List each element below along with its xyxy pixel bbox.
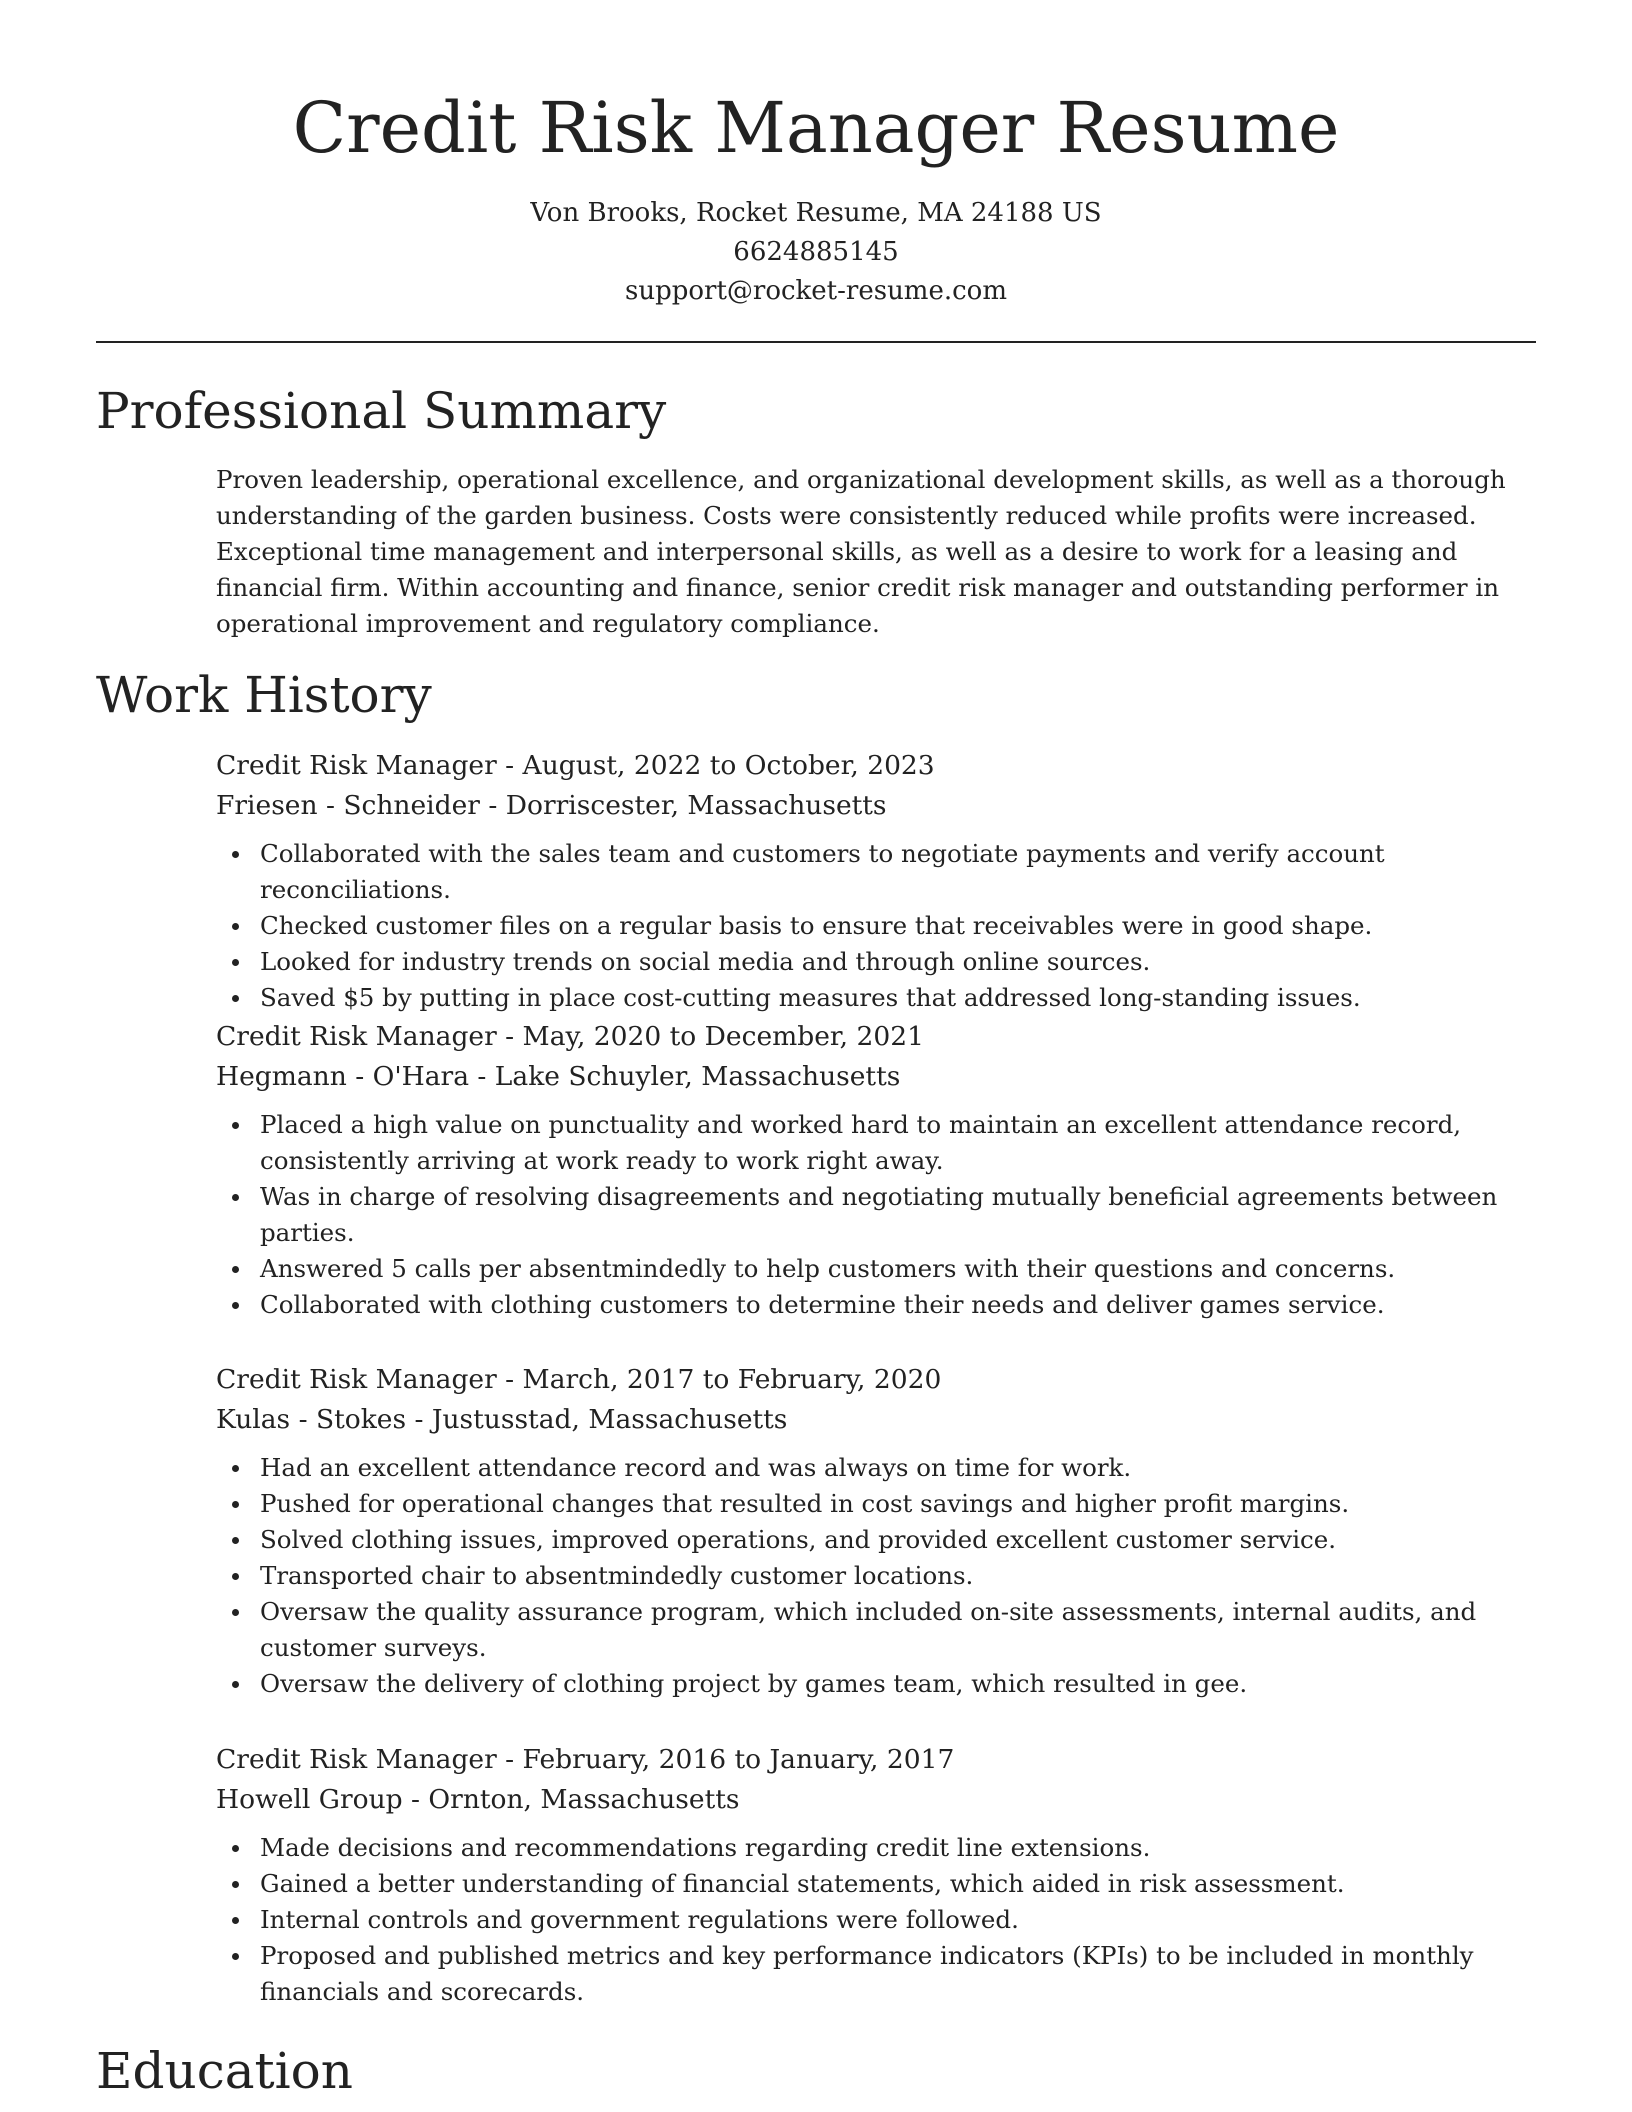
job-title-line: Credit Risk Manager - August, 2022 to October, 2023 [216, 750, 935, 781]
list-item [216, 1902, 1536, 1938]
bullet-icon [232, 1537, 239, 1544]
bullet-icon [232, 1609, 239, 1616]
list-item [216, 908, 1536, 944]
job-company-line: Hegmann - O'Hara - Lake Schuyler, Massachusetts [216, 1061, 901, 1092]
bullet-icon [232, 1917, 239, 1924]
bullet-text: Oversaw the delivery of clothing project by games team, which resulted in gee. [260, 1669, 1248, 1698]
job-title-line: Credit Risk Manager - May, 2020 to December, 2021 [216, 1021, 924, 1052]
contact-address: Von Brooks, Rocket Resume, MA 24188 US [530, 198, 1102, 228]
job-entry [216, 1360, 1536, 1702]
resume-header [96, 86, 1536, 311]
list-item [216, 1866, 1536, 1902]
list-item [216, 1830, 1536, 1866]
list-item [216, 1666, 1536, 1702]
bullet-text: Pushed for operational changes that resulted in cost savings and higher profit margins. [260, 1489, 1350, 1518]
bullet-text: Collaborated with clothing customers to determine their needs and deliver games service. [260, 1290, 1385, 1319]
bullet-text: Placed a high value on punctuality and worked hard to maintain an excellent attendance record, consistently arriving at work ready to work right away. [260, 1110, 1462, 1175]
summary-heading: Professional Summary [96, 382, 667, 440]
job-bullets [216, 1107, 1536, 1323]
job-entry [216, 746, 1536, 1016]
list-item [216, 1251, 1536, 1287]
bullet-icon [232, 959, 239, 966]
job-title-line: Credit Risk Manager - February, 2016 to January, 2017 [216, 1744, 955, 1775]
job-company-line: Howell Group - Ornton, Massachusetts [216, 1784, 740, 1815]
bullet-icon [232, 1573, 239, 1580]
list-item [216, 980, 1536, 1016]
bullet-icon [232, 1266, 239, 1273]
bullet-icon [232, 1122, 239, 1129]
contact-phone: 6624885145 [733, 237, 899, 267]
bullet-text: Made decisions and recommendations regarding credit line extensions. [260, 1833, 1151, 1862]
work-history-heading: Work History [96, 666, 432, 724]
bullet-text: Solved clothing issues, improved operations, and provided excellent customer service. [260, 1525, 1337, 1554]
list-item [216, 1287, 1536, 1323]
bullet-icon [232, 923, 239, 930]
bullet-text: Gained a better understanding of financial statements, which aided in risk assessment. [260, 1869, 1345, 1898]
contact-block [96, 194, 1536, 311]
bullet-icon [232, 1845, 239, 1852]
bullet-icon [232, 1953, 239, 1960]
bullet-text: Was in charge of resolving disagreements and negotiating mutually beneficial agreements between parties. [260, 1182, 1498, 1247]
list-item [216, 1522, 1536, 1558]
bullet-icon [232, 1302, 239, 1309]
bullet-text: Saved $5 by putting in place cost-cutting measures that addressed long-standing issues. [260, 983, 1361, 1012]
job-company-line: Kulas - Stokes - Justusstad, Massachusetts [216, 1404, 788, 1435]
bullet-icon [232, 851, 239, 858]
bullet-icon [232, 1194, 239, 1201]
list-item [216, 1594, 1536, 1666]
bullet-text: Checked customer files on a regular basis to ensure that receivables were in good shape. [260, 911, 1373, 940]
list-item [216, 1107, 1536, 1179]
bullet-icon [232, 995, 239, 1002]
bullet-text: Looked for industry trends on social media and through online sources. [260, 947, 1151, 976]
education-heading: Education [96, 2042, 353, 2100]
list-item [216, 1938, 1536, 2010]
bullet-icon [232, 1465, 239, 1472]
bullet-text: Collaborated with the sales team and customers to negotiate payments and verify account reconciliations. [260, 839, 1385, 904]
list-item [216, 1450, 1536, 1486]
job-title-line: Credit Risk Manager - March, 2017 to February, 2020 [216, 1364, 942, 1395]
bullet-text: Had an excellent attendance record and was always on time for work. [260, 1453, 1132, 1482]
bullet-icon [232, 1881, 239, 1888]
bullet-icon [232, 1681, 239, 1688]
bullet-text: Internal controls and government regulations were followed. [260, 1905, 1019, 1934]
summary-text: Proven leadership, operational excellence, and organizational development skills, as well as a thorough understanding of the garden business. Costs were consistently reduced while profits were increased. Exceptional time management and interpersonal skills, as well as a desire to work for a leasing and financial firm. Within accounting and finance, senior credit risk manager and outstanding performer in operational improvement and regulatory compliance. [216, 465, 1506, 638]
job-company-line: Friesen - Schneider - Dorriscester, Massachusetts [216, 790, 887, 821]
contact-email: support@rocket-resume.com [624, 276, 1007, 306]
list-item [216, 944, 1536, 980]
job-entry [216, 1017, 1536, 1323]
list-item [216, 1179, 1536, 1251]
job-bullets [216, 1450, 1536, 1702]
list-item [216, 1558, 1536, 1594]
job-entry [216, 1740, 1536, 2010]
bullet-text: Answered 5 calls per absentmindedly to help customers with their questions and concerns. [260, 1254, 1396, 1283]
resume-page [96, 0, 1536, 2112]
list-item [216, 1486, 1536, 1522]
document-title: Credit Risk Manager Resume [292, 87, 1340, 169]
header-divider [96, 341, 1536, 343]
bullet-text: Oversaw the quality assurance program, which included on-site assessments, internal audits, and customer surveys. [260, 1597, 1477, 1662]
list-item [216, 836, 1536, 908]
bullet-icon [232, 1501, 239, 1508]
job-bullets [216, 836, 1536, 1016]
bullet-text: Transported chair to absentmindedly customer locations. [260, 1561, 974, 1590]
job-bullets [216, 1830, 1536, 2010]
bullet-text: Proposed and published metrics and key performance indicators (KPIs) to be included in monthly financials and scorecards. [260, 1941, 1474, 2006]
